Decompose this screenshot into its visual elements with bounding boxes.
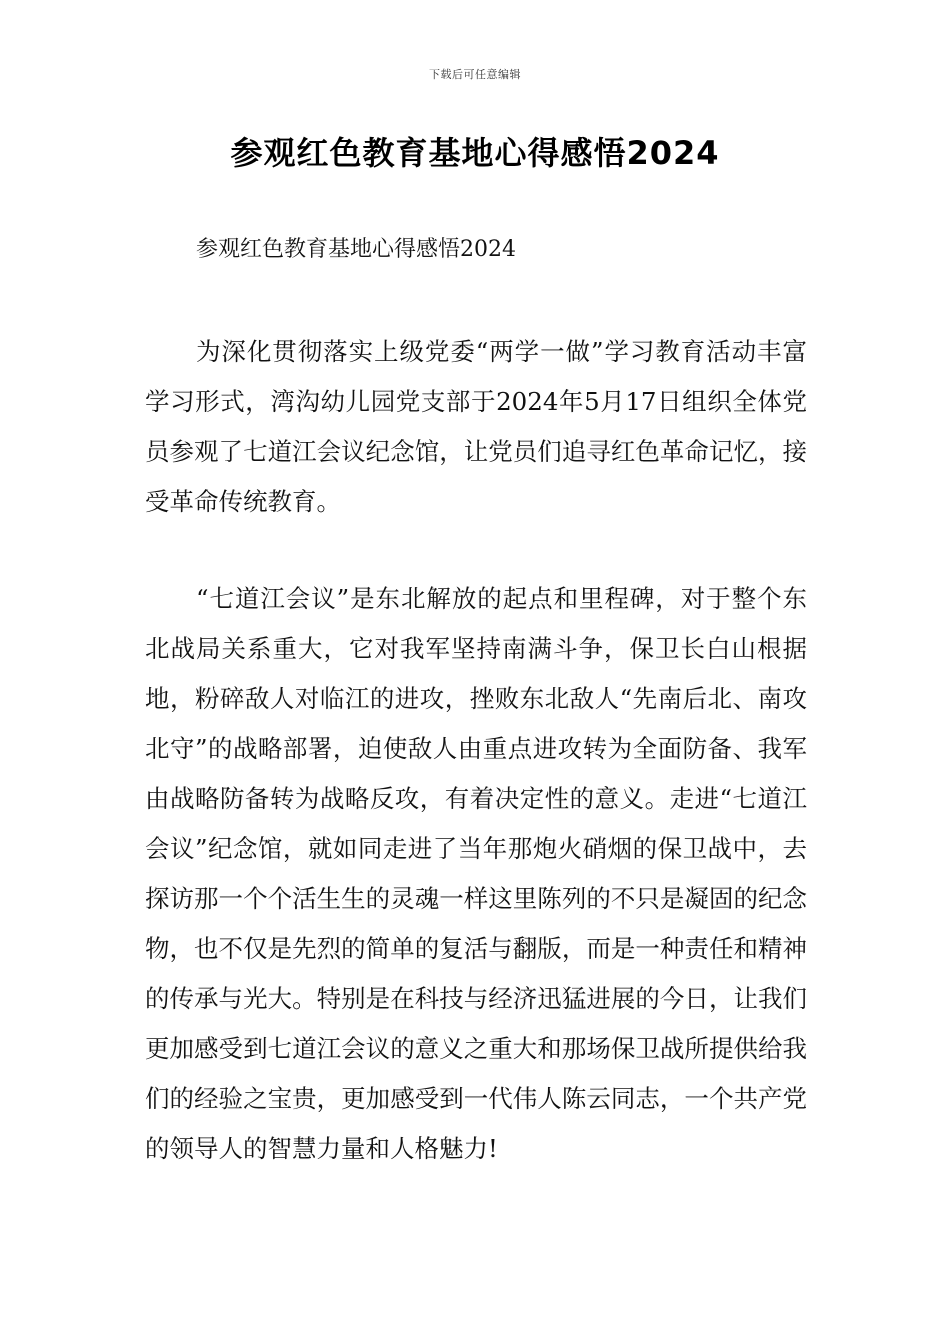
header-note: 下载后可任意编辑 bbox=[429, 68, 521, 81]
body-paragraph-2: “七道江会议”是东北解放的起点和里程碑，对于整个东北战局关系重大，它对我军坚持南满斗争，保卫长白山根据地，粉碎敌人对临江的进攻，挫败东北敌人“先南后北、南攻北守”的战略部署，迫使敌人由重点进攻转为全面防备、我军由战略防备转为战略反攻，有着决定性的意义。走进“七道江会议”纪念馆，就如同走进了当年那炮火硝烟的保卫战中，去探访那一个个活生生的灵魂一样这里陈列的不只是凝固的纪念物，也不仅是先烈的简单的复活与翻版，而是一种责任和精神的传承与光大。特别是在科技与经济迅猛进展的今日，让我们更加感受到七道江会议的意义之重大和那场保卫战所提供给我们的经验之宝贵，更加感受到一代伟人陈云同志，一个共产党的领导人的智慧力量和人格魅力! bbox=[145, 584, 807, 1163]
body-paragraph-1: 为深化贯彻落实上级党委“两学一做”学习教育活动丰富学习形式，湾沟幼儿园党支部于2024年5月17日组织全体党员参观了七道江会议纪念馆，让党员们追寻红色革命记忆，接受革命传统教育。 bbox=[145, 337, 807, 516]
document-title: 参观红色教育基地心得感悟2024 bbox=[230, 134, 720, 172]
document-subtitle: 参观红色教育基地心得感悟2024 bbox=[196, 237, 516, 262]
